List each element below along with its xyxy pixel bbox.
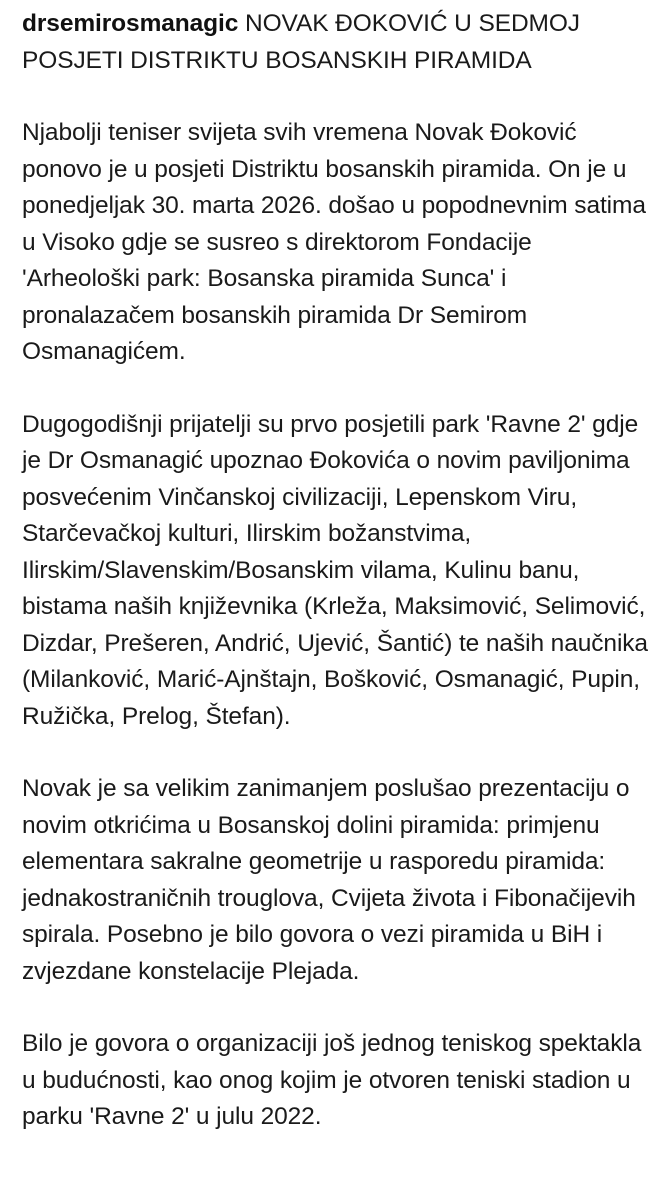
- paragraph-intro: Njabolji teniser svijeta svih vremena Novak Đoković ponovo je u posjeti Distriktu bosanskih piramida. On je u ponedjeljak 30. marta 2026. došao u popodnevnim satima u Visoko gdje se susreo s direktorom Fondacije 'Arheološki park: Bosanska piramida Sunca' i pronalazačem bosanskih piramida Dr Semirom Osmanagićem.: [22, 119, 646, 365]
- post-caption: [22, 6, 648, 1136]
- username[interactable]: drsemirosmanagic: [22, 10, 239, 37]
- caption-header: [22, 6, 648, 79]
- paragraph-tennis: Bilo je govora o organizaciji još jednog teniskog spektakla u budućnosti, kao onog kojim je otvoren teniski stadion u parku 'Ravne 2' u julu 2022.: [22, 1030, 642, 1130]
- post-headline: NOVAK ĐOKOVIĆ U SEDMOJ POSJETI DISTRIKTU BOSANSKIH PIRAMIDA: [22, 10, 580, 74]
- paragraph-park-visit: Dugogodišnji prijatelji su prvo posjetili park 'Ravne 2' gdje je Dr Osmanagić upoznao Đokovića o novim paviljonima posvećenim Vinčanskoj civilizaciji, Lepenskom Viru, Starčevačkoj kulturi, Ilirskim božanstvima, Ilirskim/Slavenskim/Bosanskim vilama, Kulinu banu, bistama naših književnika (Krleža, Maksimović, Selimović, Dizdar, Prešeren, Andrić, Ujević, Šantić) te naših naučnika (Milanković, Marić-Ajnštajn, Bošković, Osmanagić, Pupin, Ružička, Prelog, Štefan).: [22, 410, 648, 730]
- paragraph-presentation: Novak je sa velikim zanimanjem poslušao prezentaciju o novim otkrićima u Bosanskoj dolini piramida: primjenu elementara sakralne geometrije u rasporedu piramida: jednakostraničnih trouglova, Cvijeta života i Fibonačijevih spirala. Posebno je bilo govora o vezi piramida u BiH i zvjezdane konstelacije Plejada.: [22, 775, 636, 985]
